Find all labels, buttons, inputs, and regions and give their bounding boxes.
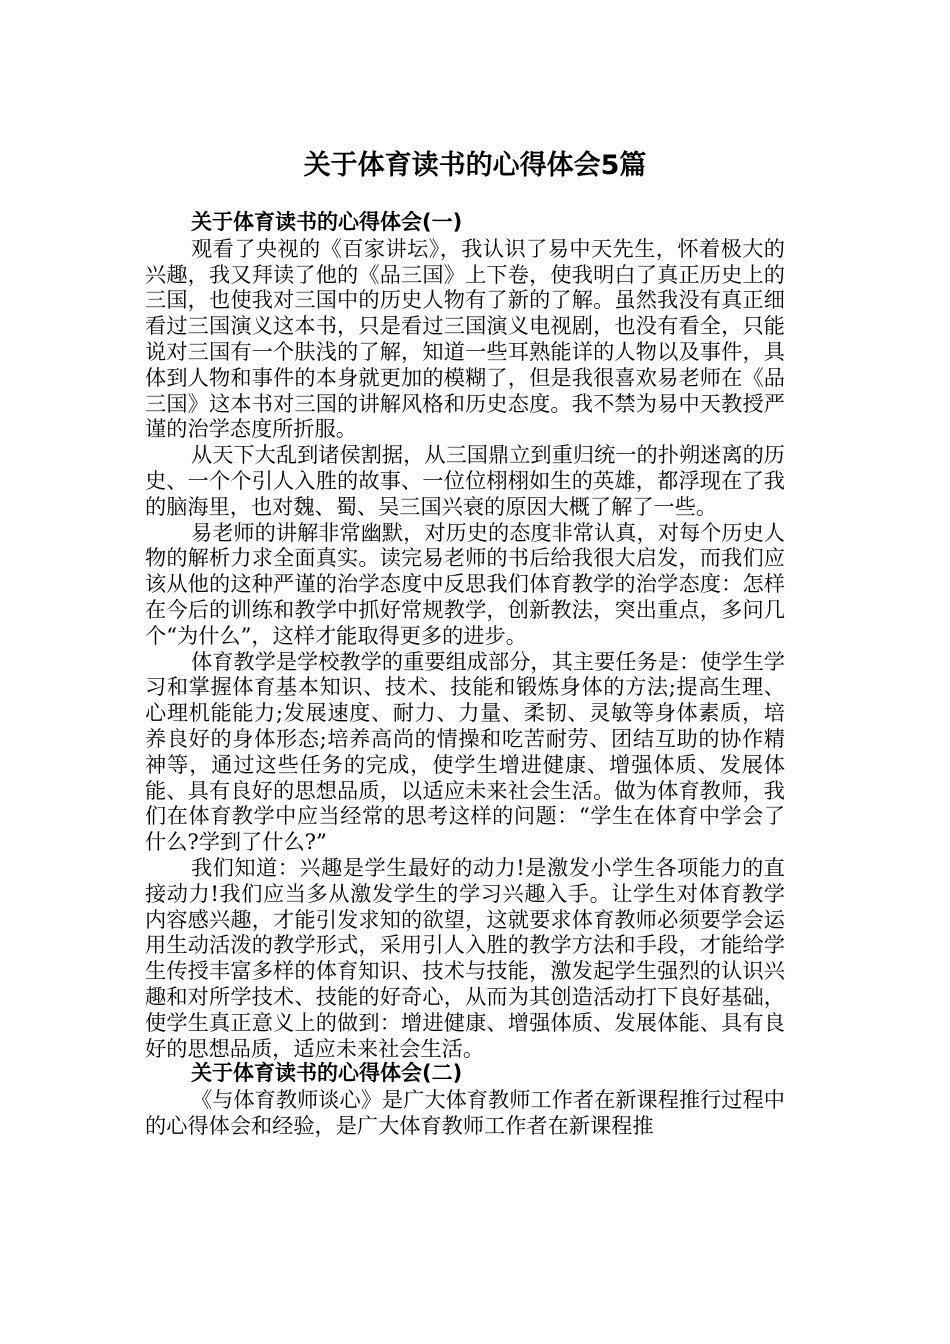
section-heading-1: 关于体育读书的心得体会(一): [191, 210, 463, 234]
paragraph: 从天下大乱到诸侯割据，从三国鼎立到重归统一的扑朔迷离的历史、一个个引人入胜的故事、一位位栩栩如生的英雄，都浮现在了我的脑海里，也对魏、蜀、吴三国兴衰的原因大概了解了一些。: [145, 442, 785, 519]
paragraph: 体育教学是学校教学的重要组成部分，其主要任务是：使学生学习和掌握体育基本知识、技术、技能和锻炼身体的方法;提高生理、心理机能能力;发展速度、耐力、力量、柔韧、灵敏等身体素质，培养良好的身体形态;培养高尚的情操和吃苦耐劳、团结互助的协作精神等，通过这些任务的完成，使学生增进健康、增强体质、发展体能、具有良好的思想品质，以适应未来社会生活。做为体育教师，我们在体育教学中应当经常的思考这样的问题：“学生在体育中学会了什么?学到了什么?”: [145, 648, 785, 855]
paragraph: 易老师的讲解非常幽默，对历史的态度非常认真，对每个历史人物的解析力求全面真实。读完易老师的书后给我很大启发，而我们应该从他的这种严谨的治学态度中反思我们体育教学的治学态度：怎样在今后的训练和教学中抓好常规教学，创新教法，突出重点，多问几个“为什么”，这样才能取得更多的进步。: [145, 519, 785, 648]
document-title: 关于体育读书的心得体会5篇: [303, 150, 647, 181]
paragraph: 《与体育教师谈心》是广大体育教师工作者在新课程推行过程中的心得体会和经验，是广大体育教师工作者在新课程推: [145, 1087, 785, 1138]
paragraph: 我们知道：兴趣是学生最好的动力!是激发小学生各项能力的直接动力!我们应当多从激发学生的学习兴趣入手。让学生对体育教学内容感兴趣，才能引发求知的欲望，这就要求体育教师必须要学会运用生动活泼的教学形式，采用引人入胜的教学方法和手段，才能给学生传授丰富多样的体育知识、技术与技能，激发起学生强烈的认识兴趣和对所学技术、技能的好奇心，从而为其创造活动打下良好基础，使学生真正意义上的做到：增进健康、增强体质、发展体能、具有良好的思想品质，适应未来社会生活。: [145, 854, 785, 1061]
document-body: [145, 210, 785, 1139]
paragraph: 观看了央视的《百家讲坛》，我认识了易中天先生，怀着极大的兴趣，我又拜读了他的《品三国》上下卷，使我明白了真正历史上的三国，也使我对三国中的历史人物有了新的了解。虽然我没有真正细看过三国演义这本书，只是看过三国演义电视剧，也没有看全，只能说对三国有一个肤浅的了解，知道一些耳熟能详的人物以及事件，具体到人物和事件的本身就更加的模糊了，但是我很喜欢易老师在《品三国》这本书对三国的讲解风格和历史态度。我不禁为易中天教授严谨的治学态度所折服。: [145, 235, 785, 442]
section-heading-2: 关于体育读书的心得体会(二): [191, 1061, 463, 1086]
